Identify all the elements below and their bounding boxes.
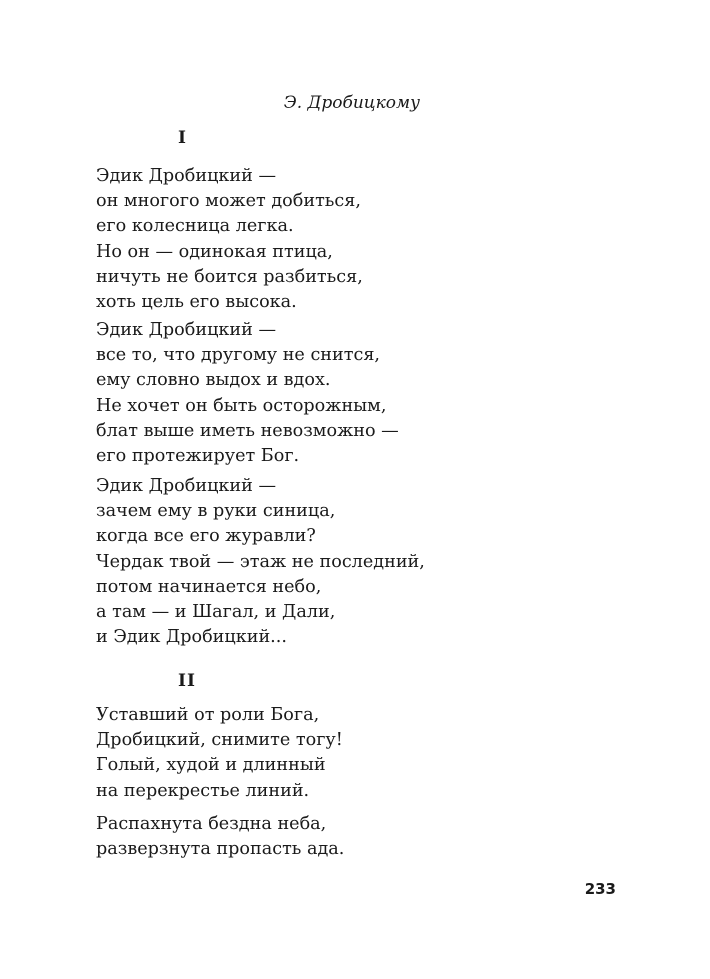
verse-line: Распахнута бездна неба, (96, 814, 327, 834)
page-number: 233 (584, 880, 616, 898)
verse-line: Не хочет он быть осторожным, (96, 395, 387, 416)
verse-line: ничуть не боится разбиться, (96, 266, 363, 287)
verse-line: его колесница легка. (96, 216, 294, 237)
verse-line: зачем ему в руки синица, (96, 501, 336, 522)
verse-line: блат выше иметь невозможно — (96, 420, 399, 441)
section-number-2: II (178, 671, 196, 691)
verse-line: хоть цель его высока. (96, 292, 297, 313)
verse-line: ему словно выдох и вдох. (96, 370, 331, 391)
stanza-3 (96, 474, 425, 650)
verse-line: когда все его журавли? (96, 526, 316, 547)
verse-line: он многого может добиться, (96, 191, 361, 212)
verse-line: Чердак твой — этаж не последний, (96, 551, 425, 572)
verse-line: и Эдик Дробицкий... (96, 627, 287, 648)
verse-line: а там — и Шагал, и Дали, (96, 602, 336, 623)
stanza-2 (96, 318, 399, 469)
verse-line: все то, что другому не снится, (96, 345, 381, 366)
verse-line: Эдик Дробицкий — (96, 476, 277, 496)
verse-line: потом начинается небо, (96, 576, 322, 597)
verse-line: разверзнута пропасть ада. (96, 839, 345, 860)
verse-line: на перекрестье линий. (96, 780, 310, 801)
verse-line: Дробицкий, снимите тогу! (96, 730, 343, 751)
stanza-4 (96, 703, 343, 804)
verse-line: Уставший от роли Бога, (96, 705, 320, 725)
verse-line: Но он — одинокая птица, (96, 241, 333, 262)
verse-line: Эдик Дробицкий — (96, 320, 277, 340)
dedication: Э. Дробицкому (283, 93, 420, 113)
verse-line: его протежирует Бог. (96, 446, 300, 467)
verse-line: Эдик Дробицкий — (96, 166, 277, 186)
stanza-5 (96, 812, 344, 862)
verse-line: Голый, худой и длинный (96, 755, 326, 776)
section-number-1: I (178, 128, 187, 148)
stanza-1 (96, 164, 363, 315)
